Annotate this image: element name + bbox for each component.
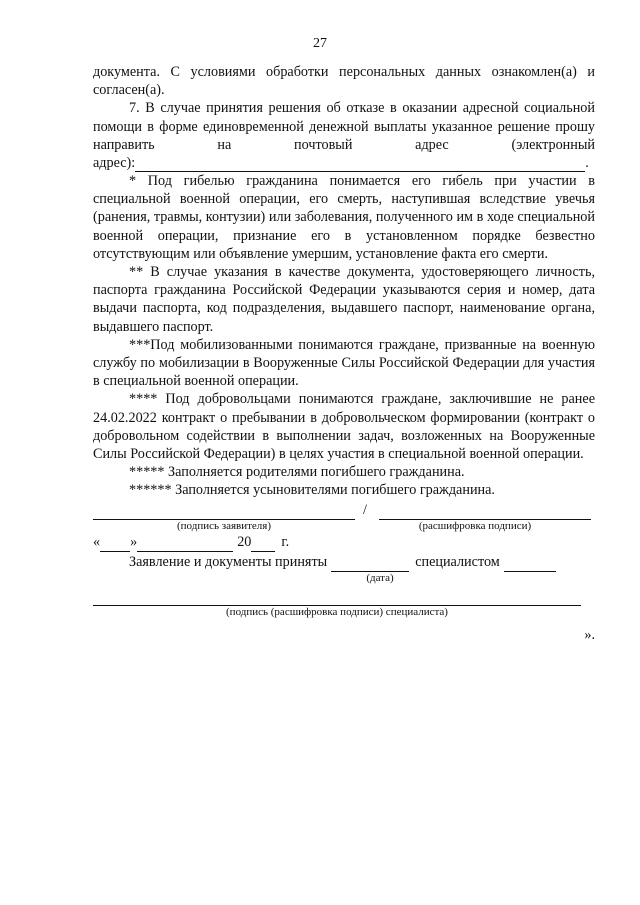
specialist-signature-field[interactable] xyxy=(93,591,581,606)
acceptance-specialist-field[interactable] xyxy=(504,557,556,572)
signature-captions xyxy=(93,520,595,534)
footnote-3: ***Под мобилизованными понимаются граждане, призванные на военную службу по мобилизации в Вооруженные Силы Российской Федерации для участия в специальной военной операции. xyxy=(93,336,595,390)
footnote-6: ****** Заполняется усыновителями погибшего гражданина. xyxy=(129,482,495,499)
signature-decode-field[interactable] xyxy=(379,505,591,520)
footnote-1: * Под гибелью гражданина понимается его гибель при участии в специальной военной операции, его смерть, наступившая вследствие увечья (ранения, травмы, контузии) или заболевания, полученного им в ходе специальной военной операции, признание его в установленном порядке безвестно отсутствующим или объявление умершим, установление факта его смерти. xyxy=(93,173,595,262)
footnote-5: ***** Заполняется родителями погибшего гражданина. xyxy=(129,464,465,481)
specialist-caption-row xyxy=(93,606,595,620)
footnote-2: ** В случае указания в качестве документа, удостоверяющего личность, паспорта гражданина Российской Федерации указываются серия и номер, дата выдачи паспорта, код подразделения, выдавшего паспорт, наименование органа, выдавшего паспорт. xyxy=(93,264,595,335)
acceptance-specialist-text: специалистом xyxy=(415,554,500,571)
specialist-signature-row xyxy=(93,586,595,606)
acceptance-date-caption: (дата) xyxy=(366,571,394,584)
signature-row xyxy=(93,502,595,520)
acceptance-date-caption-row xyxy=(93,572,595,586)
consent-paragraph: документа. С условиями обработки персональных данных ознакомлен(а) и согласен(а). xyxy=(93,64,595,99)
document-body xyxy=(93,63,595,644)
date-open-quote: « xyxy=(93,534,101,551)
footnote-4: **** Под добровольцами понимаются граждане, заключившие не ранее 24.02.2022 контракт о пребывании в добровольческом формировании (контракт о добровольном содействии в выполнении задач, возложенных на Вооруженные Силы Российской Федерации) в целях участия в специальной военной операции. xyxy=(93,391,595,463)
date-year-field[interactable] xyxy=(251,537,275,552)
date-month-field[interactable] xyxy=(137,537,233,552)
signature-separator: / xyxy=(363,502,367,519)
email-address-field[interactable] xyxy=(135,157,585,172)
email-address-dot: . xyxy=(585,154,589,171)
date-row xyxy=(93,534,595,552)
email-address-label: адрес): xyxy=(93,154,136,171)
page-number: 27 xyxy=(313,36,327,51)
date-close-quote: » xyxy=(130,534,138,551)
acceptance-date-field[interactable] xyxy=(331,557,409,572)
closing-quote: ». xyxy=(584,626,595,643)
acceptance-text: Заявление и документы приняты xyxy=(129,554,328,571)
signature-decode-caption: (расшифровка подписи) xyxy=(418,519,532,532)
clause-7: 7. В случае принятия решения об отказе в оказании адресной социальной помощи в форме единовременной денежной выплаты указанное решение прошу направить на почтовый адрес (электронный xyxy=(93,100,595,153)
date-year-suffix: г. xyxy=(281,534,290,551)
applicant-signature-field[interactable] xyxy=(93,505,355,520)
specialist-signature-caption: (подпись (расшифровка подписи) специалиста) xyxy=(226,605,448,618)
date-day-field[interactable] xyxy=(100,537,130,552)
email-address-row xyxy=(93,154,595,172)
date-year-prefix: 20 xyxy=(237,534,252,551)
acceptance-row xyxy=(93,554,595,572)
applicant-signature-caption: (подпись заявителя) xyxy=(176,519,272,532)
